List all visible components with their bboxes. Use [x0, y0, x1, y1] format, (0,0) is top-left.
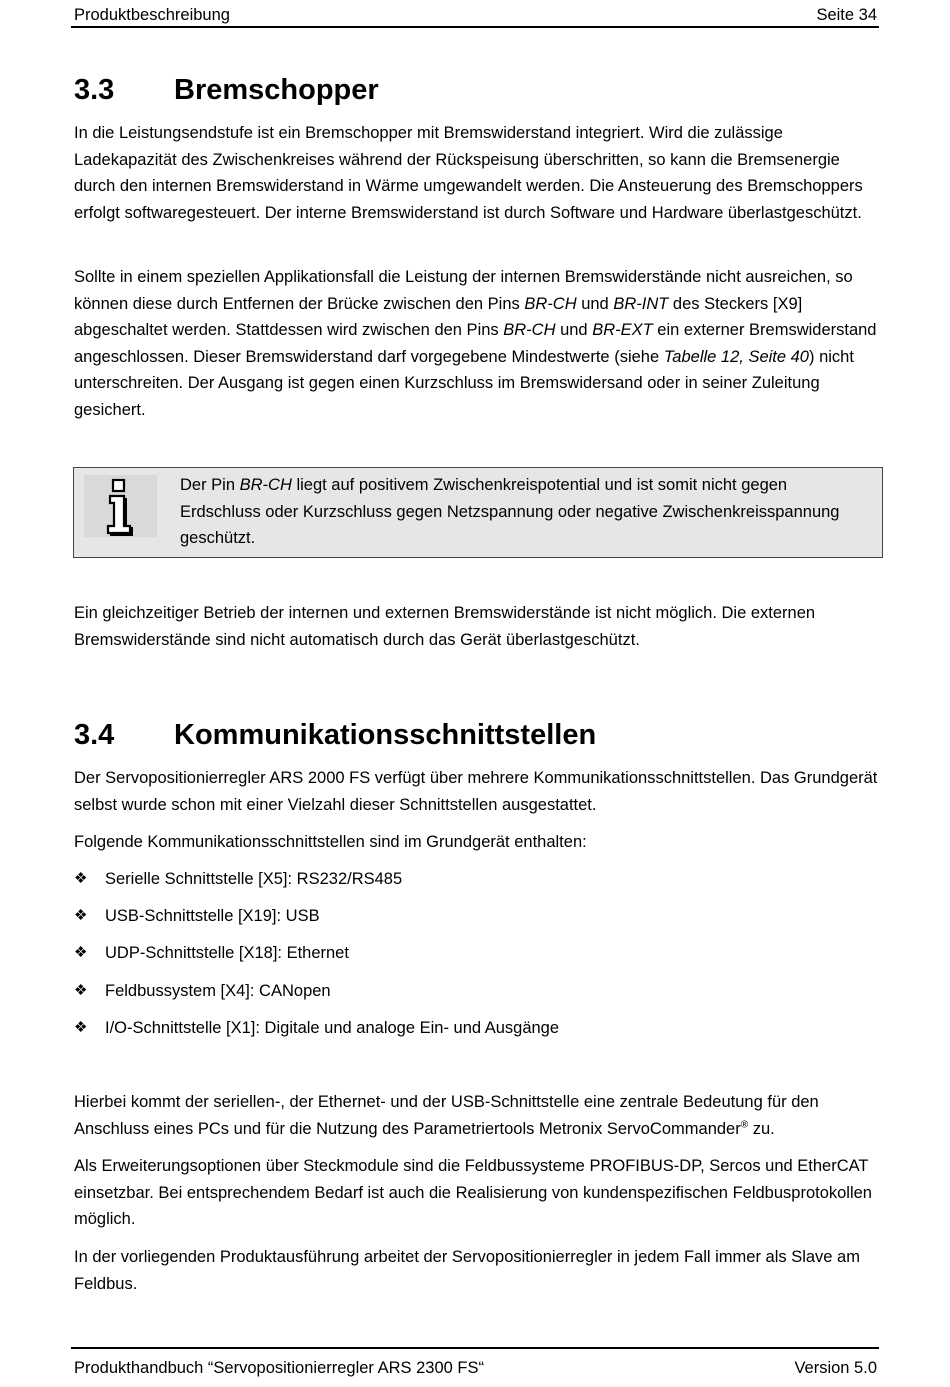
bullet-icon: ❖: [74, 944, 88, 962]
pin-label: BR-EXT: [592, 321, 653, 340]
section-number: 3.4: [74, 719, 115, 751]
paragraph-schnittstellen-bedeutung: Hierbei kommt der seriellen-, der Ethernet- und der USB-Schnittstelle eine zentrale Bedeutung für den Anschluss eines PCs und für die Nutzung des Parametriertools Metronix ServoCommander® zu.: [74, 1093, 819, 1138]
list-item: ❖ UDP-Schnittstelle [X18]: Ethernet: [74, 940, 874, 977]
list-item: ❖ Feldbussystem [X4]: CANopen: [74, 978, 874, 1015]
bullet-icon: ❖: [74, 870, 88, 887]
paragraph-erweiterungsoptionen: Als Erweiterungsoptionen über Steckmodule sind die Feldbussysteme PROFIBUS-DP, Sercos und EtherCAT einsetzbar. Bei entsprechendem Bedarf ist auch die Realisierung von kundenspezifischen Feldbusprotokollen möglich.: [74, 1157, 872, 1229]
list-item: ❖ USB-Schnittstelle [X19]: USB: [74, 903, 874, 940]
section-number: 3.3: [74, 74, 115, 106]
pin-label: BR-CH: [503, 321, 556, 340]
info-icon: [84, 475, 157, 537]
bullet-icon: ❖: [74, 1018, 88, 1036]
paragraph-slave-feldbus: In der vorliegenden Produktausführung arbeitet der Servopositionierregler in jedem Fall immer als Slave am Feldbus.: [74, 1248, 860, 1293]
page-header: [71, 4, 879, 28]
section-title: Bremschopper: [174, 74, 379, 106]
interface-list: [74, 866, 874, 1052]
page-number: Seite 34: [816, 6, 877, 24]
pin-label: BR-INT: [613, 294, 669, 313]
list-item: ❖ I/O-Schnittstelle [X1]: Digitale und analoge Ein- und Ausgänge: [74, 1015, 874, 1052]
table-reference: Tabelle 12, Seite 40: [663, 347, 809, 366]
info-note-box: [73, 467, 883, 558]
header-title: Produktbeschreibung: [74, 6, 230, 24]
registered-mark: ®: [740, 1119, 749, 1131]
footer-version: Version 5.0: [794, 1359, 877, 1377]
paragraph-kommunikation-intro: Der Servopositionierregler ARS 2000 FS verfügt über mehrere Kommunikationsschnittstellen. Das Grundgerät selbst wurde schon mit einer Vielzahl dieser Schnittstellen ausgestattet.: [74, 769, 878, 814]
paragraph-kommunikation-liste-intro: Folgende Kommunikationsschnittstellen sind im Grundgerät enthalten:: [74, 833, 587, 851]
pin-label: BR-CH: [524, 294, 577, 313]
info-note-text: Der Pin BR-CH liegt auf positivem Zwischenkreispotential und ist somit nicht gegen Erdschluss oder Kurzschluss gegen Netzspannung oder negative Zwischenkreisspannung geschützt.: [180, 476, 840, 548]
paragraph-betrieb-hinweis: Ein gleichzeitiger Betrieb der internen und externen Bremswiderstände ist nicht möglich. Die externen Bremswiderstände sind nicht automatisch durch das Gerät überlastgeschützt.: [74, 604, 816, 649]
footer-manual-title: Produkthandbuch “Servopositionierregler ARS 2300 FS“: [74, 1359, 484, 1377]
paragraph-bremswiderstand-extern: Sollte in einem speziellen Applikationsfall die Leistung der internen Bremswiderstände nicht ausreichen, so können diese durch Entfernen der Brücke zwischen den Pins BR-CH und BR-INT des Steckers [X9] abgeschaltet werden. Stattdessen wird zwischen den Pins BR-CH und BR-EXT ein externer Bremswiderstand angeschlossen. Dieser Bremswiderstand darf vorgegebene Mindestwerte (siehe Tabelle 12, Seite 40) nicht unterschreiten. Der Ausgang ist gegen einen Kurzschluss im Bremswidersand oder in seiner Zuleitung gesichert.: [74, 268, 877, 419]
list-item: ❖ Serielle Schnittstelle [X5]: RS232/RS485: [74, 866, 874, 903]
section-title: Kommunikationsschnittstellen: [174, 719, 597, 751]
pin-label: BR-CH: [239, 476, 292, 494]
paragraph-bremschopper-intro: In die Leistungsendstufe ist ein Bremschopper mit Bremswiderstand integriert. Wird die zulässige Ladekapazität des Zwischenkreises während der Rückspeisung überschritten, so kann die Bremsenergie durch den internen Bremswiderstand in Wärme umgewandelt werden. Die Ansteuerung des Bremschoppers erfolgt softwaregesteuert. Der interne Bremswiderstand ist durch Software und Hardware überlastgeschützt.: [74, 124, 863, 222]
bullet-icon: ❖: [74, 907, 88, 925]
bullet-icon: ❖: [74, 981, 88, 999]
page-footer: [71, 1347, 879, 1383]
